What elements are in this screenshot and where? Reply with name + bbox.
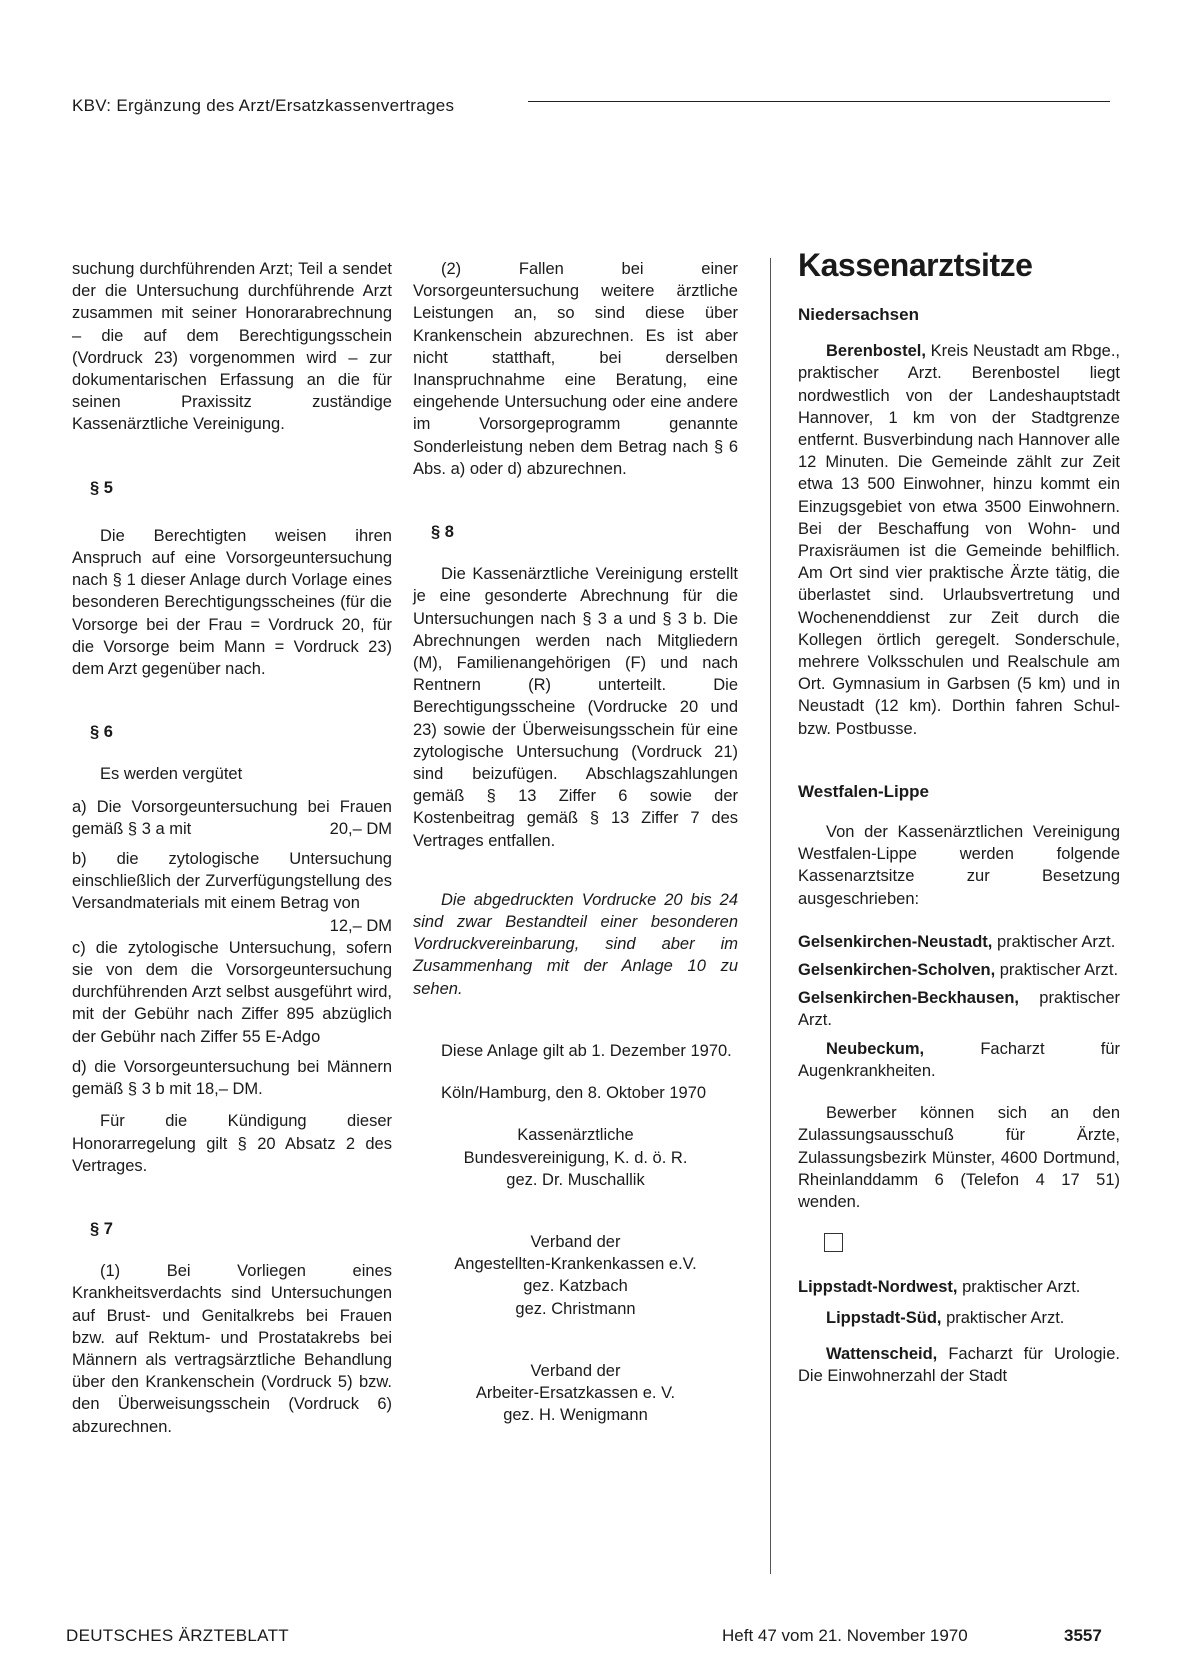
signature-kbv-line-3: gez. Dr. Muschallik	[506, 1170, 645, 1189]
signature-kbv-line-2: Bundesvereinigung, K. d. ö. R.	[463, 1148, 688, 1167]
column-middle	[413, 258, 738, 1426]
signature-kbv-line-1: Kassenärztliche	[517, 1126, 634, 1145]
listing-gelsenkirchen-beckhausen	[798, 987, 1120, 1031]
item-a-text: a) Die Vorsorgeuntersuchung bei Frauen gemäß § 3 a mit	[72, 797, 392, 838]
section-6-item-d: d) die Vorsorgeuntersuchung bei Männern gemäß § 3 b mit 18,– DM.	[72, 1057, 392, 1099]
column-right	[786, 247, 1120, 1387]
section-7-paragraph-2: (2) Fallen bei einer Vorsorgeuntersuchung weitere ärztliche Leistungen an, so sind diese über Krankenschein abzurechnen. Es ist aber nicht statthaft, bei derselben Inanspruchnahme eine Beratung, eine eingehende Untersuchung oder eine andere im Vorsorgeprogramm genannte Sonderleistung neben dem Betrag nach § 6 Abs. a) oder d) abzurechnen.	[413, 260, 738, 478]
listing-lippstadt-nordwest	[798, 1276, 1120, 1298]
section-6-item-c: c) die zytologische Untersuchung, sofern sie von dem die Vorsorgeuntersuchung durchführenden Arzt selbst ausgeführt wird, mit der Gebühr nach Ziffer 895 abzüglich der Gebühr nach Ziffer 55 E-Adgo	[72, 938, 392, 1046]
subhead-westfalen-lippe: Westfalen-Lippe	[798, 781, 929, 801]
listing-gelsenkirchen-scholven	[798, 959, 1120, 981]
section-6-heading: § 6	[90, 723, 113, 742]
listing-text: praktischer Arzt.	[962, 1278, 1081, 1297]
signature-aev	[413, 1360, 738, 1427]
listing-neubeckum	[798, 1038, 1120, 1082]
place-name: Gelsenkirchen-Scholven,	[798, 961, 996, 980]
section-6-intro: Es werden vergütet	[100, 765, 243, 784]
section-7-heading: § 7	[90, 1219, 113, 1238]
listing-text: praktischer Arzt.	[999, 961, 1119, 980]
section-5-text: Die Berechtigten weisen ihren Anspruch auf eine Vorsorgeuntersuchung nach § 1 dieser Anlage durch Vorlage eines besonderen Berechtigungsscheines (für die Vorsorge bei der Frau = Vordruck 20, für die Vorsorge beim Mann = Vordruck 23) dem Arzt gegenüber nach.	[72, 526, 392, 679]
header-rule	[528, 101, 1110, 102]
section-8-heading: § 8	[431, 523, 454, 542]
place-name: Wattenscheid,	[826, 1344, 938, 1363]
section-6-kuendigung: Für die Kündigung dieser Honorarregelung gilt § 20 Absatz 2 des Vertrages.	[72, 1112, 392, 1175]
page-number: 3557	[1064, 1626, 1102, 1645]
listing-text: praktischer Arzt.	[798, 989, 1120, 1030]
intro-paragraph: suchung durchführenden Arzt; Teil a sendet der die Untersuchung durchführende Arzt zusammen mit seiner Honorarabrechnung – die auf dem Berechtigungsschein (Vordruck 23) vorgenommen wird – zur dokumentarischen Erfassung an die für seinen Praxissitz zuständige Kassenärztliche Vereinigung.	[72, 260, 392, 434]
place-name: Berenbostel,	[826, 342, 926, 361]
column-divider	[770, 258, 771, 1574]
section-5-heading: § 5	[90, 478, 113, 497]
running-header: KBV: Ergänzung des Arzt/Ersatzkassenvertrages	[72, 96, 455, 115]
item-b-amount: 12,– DM	[329, 916, 392, 935]
bewerber-note: Bewerber können sich an den Zulassungsausschuß für Ärzte, Zulassungsbezirk Münster, 4600 Dortmund, Rheinlanddamm 6 (Telefon 4 17 51) wenden.	[798, 1104, 1120, 1211]
place-name: Neubeckum,	[826, 1039, 925, 1058]
westfalen-intro: Von der Kassenärztlichen Vereinigung Westfalen-Lippe werden folgende Kassenarztsitze zur Besetzung ausgeschrieben:	[798, 823, 1120, 908]
square-icon	[824, 1233, 843, 1252]
place-date: Köln/Hamburg, den 8. Oktober 1970	[441, 1084, 707, 1103]
signature-vdak-line-4: gez. Christmann	[515, 1299, 636, 1318]
listing-text: Facharzt für Urologie. Die Einwohnerzahl der Stadt	[798, 1344, 1120, 1385]
valid-from: Diese Anlage gilt ab 1. Dezember 1970.	[441, 1041, 732, 1060]
item-a-amount: 20,– DM	[329, 819, 392, 838]
section-6-item-b	[72, 848, 392, 935]
signature-vdak-line-2: Angestellten-Krankenkassen e.V.	[454, 1255, 697, 1274]
section-8-text: Die Kassenärztliche Vereinigung erstellt je eine gesonderte Abrechnung für die Untersuchungen nach § 3 a und § 3 b. Die Abrechnungen werden nach Mitgliedern (M), Familienangehörigen (F) und nach Rentnern (R) unterteilt. Die Berechtigungsscheine (Vordrucke 20 und 23) sowie der Überweisungsschein für eine zytologische Untersuchung (Vordruck 21) sind beizufügen. Abschlagszahlungen gemäß § 13 Ziffer 6 sowie der Kostenbeitrag gemäß § 13 Ziffer 7 des Vertrages entfallen.	[413, 565, 738, 850]
footer-journal: DEUTSCHES ÄRZTEBLATT	[66, 1626, 289, 1645]
place-name: Gelsenkirchen-Neustadt,	[798, 932, 993, 951]
place-name: Lippstadt-Nordwest,	[798, 1278, 958, 1297]
section-7-paragraph-1: (1) Bei Vorliegen eines Krankheitsverdachts sind Untersuchungen auf Brust- und Genitalkrebs bei Frauen bzw. auf Rektum- und Prostatakrebs bei Männern als vertragsärztliche Behandlung über den Krankenschein (Vordruck 5) bzw. den Überweisungsschein (Vordruck 6) abzurechnen.	[72, 1262, 392, 1436]
listing-lippstadt-sued	[798, 1307, 1120, 1329]
listing-wattenscheid	[798, 1343, 1120, 1387]
listing-text: Kreis Neustadt am Rbge., praktischer Arzt. Berenbostel liegt nordwestlich von der Landeshauptstadt Hannover, 1 km von der Stadtgrenze entfernt. Busverbindung nach Hannover alle 12 Minuten. Die Gemeinde zählt zur Zeit etwa 13 500 Einwohner, hinzu kommt ein Einzugsgebiet von etwa 3500 Einwohnern. Bei der Beschaffung von Wohn- und Praxisräumen ist die Gemeinde behilflich. Am Ort sind vier praktische Ärzte tätig, die überlastet sind. Urlaubsvertretung und Wochenenddienst zur Zeit durch die Kollegen örtlich geregelt. Sonderschule, mehrere Volksschulen und Realschule am Ort. Gymnasium in Garbsen (5 km) und in Neustadt (12 km). Dorthin fahren Schul- bzw. Postbusse.	[798, 342, 1120, 738]
signature-aev-line-3: gez. H. Wenigmann	[503, 1406, 648, 1425]
signature-vdak	[413, 1231, 738, 1320]
signature-vdak-line-3: gez. Katzbach	[523, 1277, 628, 1296]
checkbox-symbol	[798, 1233, 1120, 1258]
listing-text: praktischer Arzt.	[946, 1308, 1065, 1327]
column-left	[72, 258, 392, 1438]
vordrucke-note: Die abgedruckten Vordrucke 20 bis 24 sind zwar Bestandteil einer besonderen Vordruckvereinbarung, sind aber im Zusammenhang mit der Anlage 10 zu sehen.	[413, 890, 738, 998]
footer-issue: Heft 47 vom 21. November 1970	[722, 1626, 968, 1645]
section-6-item-a	[72, 796, 392, 840]
listing-text: praktischer Arzt.	[996, 932, 1116, 951]
listing-gelsenkirchen-neustadt	[798, 931, 1120, 953]
item-b-text: b) die zytologische Untersuchung einschließlich der Zurverfügungstellung des Versandmaterials mit einem Betrag von	[72, 850, 392, 913]
place-name: Gelsenkirchen-Beckhausen,	[798, 989, 1020, 1008]
signature-aev-line-2: Arbeiter-Ersatzkassen e. V.	[475, 1383, 676, 1402]
signature-vdak-line-1: Verband der	[530, 1232, 621, 1251]
subhead-niedersachsen: Niedersachsen	[798, 305, 919, 324]
listing-text: Facharzt für Augenkrankheiten.	[798, 1039, 1120, 1080]
listing-berenbostel	[798, 340, 1120, 740]
section-title: Kassenarztsitze	[798, 247, 1033, 283]
signature-kbv	[413, 1124, 738, 1191]
signature-aev-line-1: Verband der	[530, 1361, 621, 1380]
place-name: Lippstadt-Süd,	[826, 1308, 942, 1327]
